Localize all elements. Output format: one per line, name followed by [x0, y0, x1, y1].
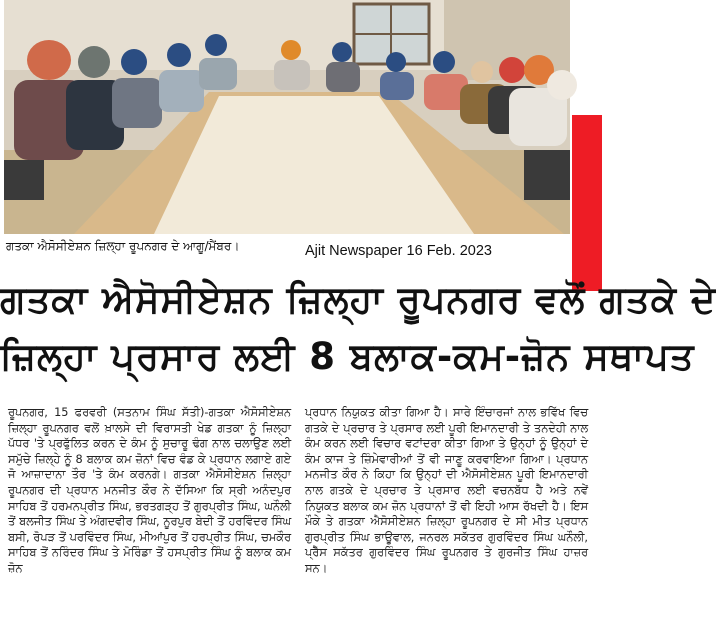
article-text-2: ਪ੍ਰਧਾਨ ਨਿਯੁਕਤ ਕੀਤਾ ਗਿਆ ਹੈ। ਸਾਰੇ ਇੰਚਾਰਜਾਂ ਨਾਲ ਭਵਿੱਖ ਵਿਚ ਗਤਕੇ ਦੇ ਪ੍ਰਚਾਰ ਤੇ ਪ੍ਰਸਾਰ ਲਈ ਪੂਰੀ ਇਮਾਨਦਾਰੀ ਤੇ ਤਨਦੇਹੀ ਨਾਲ ਕੰਮ ਕਰਨ ਲਈ ਵਿਚਾਰ ਵਟਾਂਦਰਾ ਕੀਤਾ ਗਿਆ ਤੇ ਉਨ੍ਹਾਂ ਨੂੰ ਉਨ੍ਹਾਂ ਦੇ ਕੰਮ ਕਾਜ ਤੇ ਜ਼ਿੰਮੇਵਾਰੀਆਂ ਤੋਂ ਵੀ ਜਾਣੂ ਕਰਵਾਇਆ ਗਿਆ। ਪ੍ਰਧਾਨ ਮਨਜੀਤ ਕੌਰ ਨੇ ਕਿਹਾ ਕਿ ਉਨ੍ਹਾਂ ਦੀ ਐਸੋਸੀਏਸ਼ਨ ਪੂਰੀ ਇਮਾਨਦਾਰੀ ਨਾਲ ਗਤਕੇ ਦੇ ਪ੍ਰਚਾਰ ਤੇ ਪ੍ਰਸਾਰ ਲਈ ਵਚਨਬੱਧ ਹੈ ਅਤੇ ਨਵੇਂ ਨਿਯੁਕਤ ਬਲਾਕ ਕਮ ਜ਼ੋਨ ਪ੍ਰਧਾਨਾਂ ਤੋਂ ਵੀ ਇਹੀ ਆਸ ਰੱਖਦੀ ਹੈ। ਇਸ ਮੌਕੇ ਤੇ ਗਤਕਾ ਐਸੋਸੀਏਸ਼ਨ ਜ਼ਿਲ੍ਹਾ ਰੂਪਨਗਰ ਦੇ ਸੀ ਮੀਤ ਪ੍ਰਧਾਨ ਗੁਰਪ੍ਰੀਤ ਸਿੰਘ ਭਾਊਵਾਲ, ਜਨਰਲ ਸਕੱਤਰ ਗੁਰਵਿੰਦਰ ਸਿੰਘ ਘਨੌਲੀ, ਪ੍ਰੈੱਸ ਸਕੱਤਰ ਗੁਰਵਿੰਦਰ ਸਿੰਘ ਰੂਪਨਗਰ ਤੇ ਗੁਰਜੀਤ ਸਿੰਘ ਹਾਜ਼ਰ ਸਨ। [305, 406, 588, 575]
article-column-2 [305, 405, 588, 577]
headline-line-1: ਗਤਕਾ ਐਸੋਸੀਏਸ਼ਨ ਜ਼ਿਲ੍ਹਾ ਰੂਪਨਗਰ ਵਲੋਂ ਗਤਕੇ ਦੇ [0, 278, 716, 321]
newspaper-source: Ajit Newspaper 16 Feb. 2023 [305, 243, 492, 259]
article-text-1: ਰੂਪਨਗਰ, 15 ਫਰਵਰੀ (ਸਤਨਾਮ ਸਿੰਘ ਸੱਤੀ)-ਗਤਕਾ ਐਸੋਸੀਏਸ਼ਨ ਜ਼ਿਲ੍ਹਾ ਰੂਪਨਗਰ ਵਲੋਂ ਖ਼ਾਲਸੇ ਦੀ ਵਿਰਾਸਤੀ ਖੇਡ ਗਤਕਾ ਨੂੰ ਜ਼ਿਲ੍ਹਾ ਪੱਧਰ 'ਤੇ ਪ੍ਰਫੁੱਲਿਤ ਕਰਨ ਦੇ ਕੰਮ ਨੂੰ ਸੁਚਾਰੂ ਢੰਗ ਨਾਲ ਚਲਾਉਣ ਲਈ ਸਮੁੱਚੇ ਜ਼ਿਲ੍ਹੇ ਨੂੰ 8 ਬਲਾਕ ਕਮ ਜ਼ੋਨਾਂ ਵਿਚ ਵੰਡ ਕੇ ਪ੍ਰਧਾਨ ਲਗਾਏ ਗਏ ਜੋ ਆਜ਼ਾਦਾਨਾ ਤੌਰ 'ਤੇ ਕੰਮ ਕਰਨਗੇ। ਗਤਕਾ ਐਸੋਸੀਏਸ਼ਨ ਜ਼ਿਲ੍ਹਾ ਰੂਪਨਗਰ ਦੀ ਪ੍ਰਧਾਨ ਮਨਜੀਤ ਕੌਰ ਨੇ ਦੱਸਿਆ ਕਿ ਸ੍ਰੀ ਅਨੰਦਪੁਰ ਸਾਹਿਬ ਤੋਂ ਹਰਮਨਪ੍ਰੀਤ ਸਿੰਘ, ਭਰਤਗੜ੍ਹ ਤੋਂ ਗੁਰਪ੍ਰੀਤ ਸਿੰਘ, ਘਨੌਲੀ ਤੋਂ ਬਲਜੀਤ ਸਿੰਘ ਤੇ ਅੰਗਦਵੀਰ ਸਿੰਘ, ਨੂਰਪੁਰ ਬੇਦੀ ਤੋਂ ਹਰਵਿੰਦਰ ਸਿੰਘ ਬਸੀ, ਰੋਪੜ ਤੋਂ ਪਰਵਿੰਦਰ ਸਿੰਘ, ਮੀਆਂਪੁਰ ਤੋਂ ਹਰਪ੍ਰੀਤ ਸਿੰਘ, ਚਮਕੌਰ ਸਾਹਿਬ ਤੋਂ ਨਰਿੰਦਰ ਸਿੰਘ ਤੇ ਮੋਰਿੰਡਾ ਤੋਂ ਹਸਪ੍ਰੀਤ ਸਿੰਘ ਨੂੰ ਬਲਾਕ ਕਮ ਜ਼ੋਨ [8, 406, 291, 575]
red-accent-bar [572, 115, 602, 291]
meeting-photo [4, 0, 570, 234]
photo-caption: ਗਤਕਾ ਐਸੋਸੀਏਸ਼ਨ ਜ਼ਿਲ੍ਹਾ ਰੂਪਨਗਰ ਦੇ ਆਗੂ/ਮੈਂਬਰ। [6, 239, 240, 253]
article-column-1 [8, 405, 291, 577]
meeting-photo-icon [4, 0, 570, 234]
headline-line-2: ਜ਼ਿਲ੍ਹਾ ਪ੍ਰਸਾਰ ਲਈ 8 ਬਲਾਕ-ਕਮ-ਜ਼ੋਨ ਸਥਾਪਤ [0, 335, 695, 378]
